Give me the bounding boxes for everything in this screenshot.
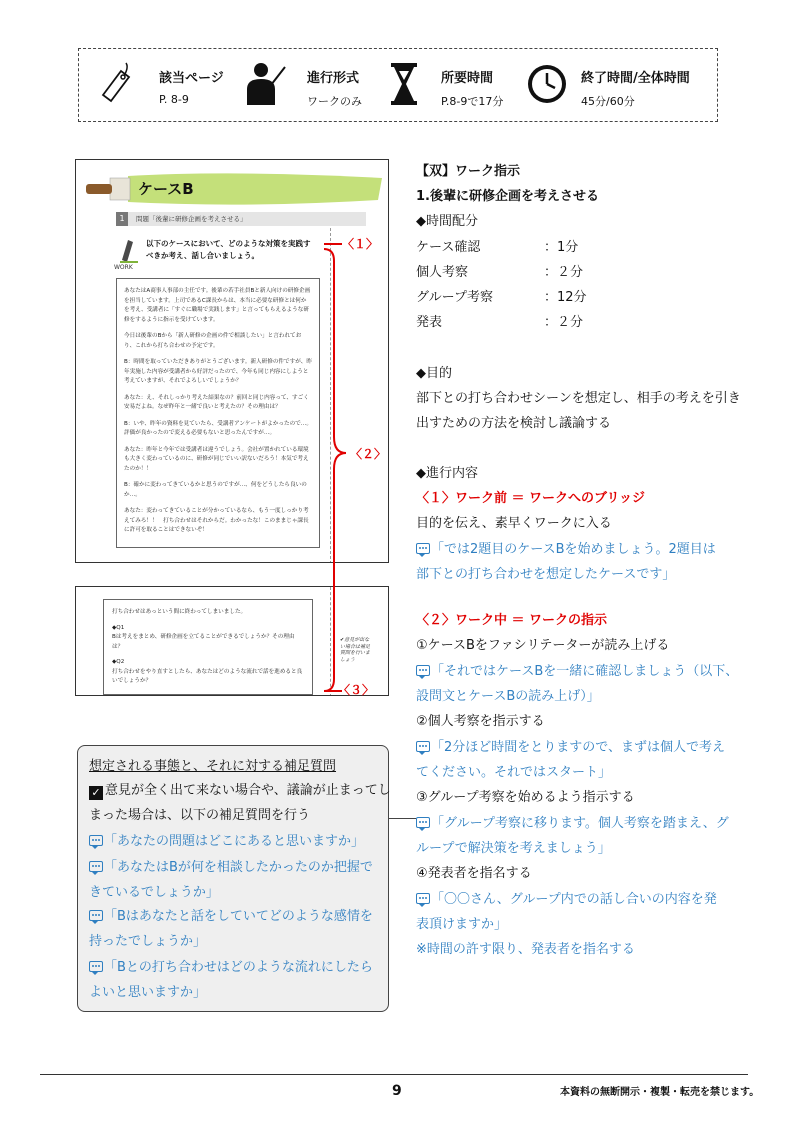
step1-speech-cont: 部下との打ち合わせを想定したケースです」 bbox=[416, 567, 676, 582]
supp-question: 「Bとの打ち合わせはどのような流れにしたら bbox=[89, 960, 373, 976]
supp-intro-cont: まった場合は、以下の補足質問を行う bbox=[89, 808, 311, 823]
time-row: 個人考察 ：２分 bbox=[416, 265, 584, 280]
speech-bubble-icon bbox=[89, 910, 103, 921]
time-row: 発表 ：２分 bbox=[416, 315, 584, 330]
supp-intro: ✓ 意見が全く出て来ない場合や、議論が止まってし bbox=[89, 783, 391, 800]
progress-heading: ◆進行内容 bbox=[416, 466, 478, 481]
speech-bubble-icon bbox=[416, 665, 430, 676]
question-bar: 1 問題「後輩に研修企画を考えさせる」 bbox=[116, 212, 366, 226]
footer-rule bbox=[40, 1074, 748, 1075]
case-text-box: あなたはA商事人事部の主任です。後輩の若手社員Bと新人向けの研修企画を担当しています。上司であるC課長からは、本当に必要な研修とは何かを考え、受講者に「すぐに職場で実践します」と言ってもらえるような研修をするように指示を受けています。 今日は後輩のBから「新人研修の企画の件で相談したい」と言われており、これから打ち合わせの予定です。 B：時間を取っていただきありがとうございます。新人研修の件ですが、昨年実施した内容が受講者から好評だったので、今年も同じ内容にしようと考えていますが、それでよろしいでしょうか？ あなた：え、それしっかり考えた結果なの？前回と同じ内容って、すごく安易だよね。なぜ昨年と一緒で良いと考えたの？その理由は？ B：いや、昨年の資料を見ていたら、受講者アンケートがよかったので…。評価が良かったので変える必要もないと思ったんですが…。 あなた：昨年と今年では受講者は違うでしょう。会社が置かれている環境も大きく変わっているのに、研修が同じでいい訳ないだろう！本気で考えたのか！！ B：確かに変わってきているかと思うのですが…、何をどうしたら良いのか…。 あなた：変わってきていることが分かっているなら、もう一度しっかり考えてみろ！！ 打ち合わせはそれからだ。わかったな！このままじゃ課長に許可を取ることはできないぞ！ bbox=[116, 278, 320, 548]
speech-bubble-icon bbox=[416, 893, 430, 904]
speech-bubble-icon bbox=[89, 861, 103, 872]
step2-d-speech: 「〇〇さん、グループ内での話し合いの内容を発 bbox=[416, 892, 717, 908]
clock-icon bbox=[525, 61, 571, 107]
presenter-icon bbox=[241, 61, 289, 107]
step1-text: 目的を伝え、素早くワークに入る bbox=[416, 516, 612, 531]
marker-1-line bbox=[324, 243, 342, 245]
step2-c-speech-cont: ループで解決策を考えましょう」 bbox=[416, 841, 611, 856]
workbook-thumbnail-case-b: ケースB 1 問題「後輩に研修企画を考えさせる」 WORK 以下のケースにおいて、どのような対策を実践すべきか考え、話し合いましょう。 あなたはA商事人事部の主任です。後輩の若手社員Bと新人向けの研修企画を担当しています。上司であるC課長からは、本当に必要な研修とは何かを考え、受講者に「すぐに職場で実践します」と言ってもらえるような研修をするように指示を受けています。 今日は後輩のBから「新人研修の企画の件で相談したい」と言われており、これから打ち合わせの予定です。 B：時間を取っていただきありがとうございます。新人研修の件ですが、昨年実施した内容が受講者から好評だったので、今年も同じ内容にしようと考えていますが、それでよろしいでしょうか？ あなた：え、それしっかり考えた結果なの？前回と同じ内容って、すごく安易だよね。なぜ昨年と一緒で良いと考えたの？その理由は？ B：いや、昨年の資料を見ていたら、受講者アンケートがよかったので…。評価が良かったので変える必要もないと思ったんですが…。 あなた：昨年と今年では受講者は違うでしょう。会社が置かれている環境も大きく変わっているのに、研修が同じでいい訳ないだろう！本気で考えたのか！！ B：確かに変わってきているかと思うのですが…、何をどうしたら良いのか…。 あなた：変わってきていることが分かっているなら、もう一度しっかり考えてみろ！！ 打ち合わせはそれからだ。わかったな！このままじゃ課長に許可を取ることはできないぞ！ bbox=[75, 159, 389, 563]
speech-bubble-icon bbox=[416, 741, 430, 752]
step2-note: ※時間の許す限り、発表者を指名する bbox=[416, 942, 635, 957]
supp-question-cont: よいと思いますか」 bbox=[89, 985, 207, 1000]
pencil-icon bbox=[118, 236, 140, 264]
time-row: ケース確認 ：1分 bbox=[416, 240, 579, 255]
step2-c: ③グループ考察を始めるよう指示する bbox=[416, 790, 635, 805]
question-text-box: 打ち合わせはあっという間に終わってしまいました。 ◆Q1 Bは考えをまとめ、研修企画を立てることができるでしょうか？その理由は？ ◆Q2 打ち合わせをやり直すとしたら、あなたはどのような流れで話を進めると良いでしょうか？ bbox=[103, 599, 313, 695]
step2-a: ①ケースBをファシリテーターが読み上げる bbox=[416, 638, 670, 653]
supp-question: 「あなたはBが何を相談したかったのか把握で bbox=[89, 860, 373, 876]
work-instruction: 以下のケースにおいて、どのような対策を実践すべきか考え、話し合いましょう。 bbox=[146, 239, 311, 260]
marker-1: 〈１〉 bbox=[342, 237, 379, 251]
marker-2: 〈２〉 bbox=[350, 447, 387, 461]
checkbox-icon: ✓ bbox=[89, 786, 103, 800]
supp-heading: 想定される事態と、それに対する補足質問 bbox=[89, 759, 337, 774]
speech-bubble-icon bbox=[89, 961, 103, 972]
supp-question-cont: きているでしょうか」 bbox=[89, 885, 219, 900]
supplementary-questions-box bbox=[77, 745, 389, 1012]
tag-icon bbox=[93, 61, 139, 107]
step2-b-speech-cont: てください。それではスタート」 bbox=[416, 765, 612, 780]
purpose-text: 部下との打ち合わせシーンを想定し、相手の考えを引き bbox=[416, 391, 741, 406]
paintbrush-banner bbox=[86, 170, 386, 208]
marker-2-brace bbox=[320, 247, 350, 693]
supp-question: 「あなたの問題はどこにあると思いますか」 bbox=[89, 834, 364, 850]
time-row: グループ考察 ：12分 bbox=[416, 290, 587, 305]
supp-question: 「Bはあなたと話をしていてどのような感情を bbox=[89, 909, 373, 925]
step2-b: ②個人考察を指示する bbox=[416, 714, 545, 729]
step2-c-speech: 「グループ考察に移ります。個人考察を踏まえ、グ bbox=[416, 816, 729, 832]
speech-bubble-icon bbox=[89, 835, 103, 846]
step2-b-speech: 「2分ほど時間をとりますので、まずは個人で考え bbox=[416, 740, 725, 756]
copyright-notice: 本資料の無断開示・複製・転売を禁じます。 bbox=[560, 1087, 760, 1098]
connector-line bbox=[389, 818, 416, 819]
info-box: 該当ページ P. 8-9 進行形式 ワークのみ 所要時間 P.8-9で17分 終了時間/全体時間 45分/60分 bbox=[78, 48, 718, 122]
purpose-heading: ◆目的 bbox=[416, 366, 452, 381]
purpose-text: 出すための方法を検討し議論する bbox=[416, 416, 612, 431]
case-b-title: ケースB bbox=[138, 180, 194, 198]
speech-bubble-icon bbox=[416, 817, 430, 828]
step1-speech: 「では2題目のケースBを始めましょう。2題目は bbox=[416, 542, 716, 558]
step2-heading: 〈２〉ワーク中 ＝ ワークの指示 bbox=[416, 613, 608, 628]
time-heading: ◆時間配分 bbox=[416, 214, 478, 229]
speech-bubble-icon bbox=[416, 543, 430, 554]
step1-heading: 〈１〉ワーク前 ＝ ワークへのブリッジ bbox=[416, 491, 646, 506]
step2-d: ④発表者を指名する bbox=[416, 866, 532, 881]
side-note: ✔意見が出ない場合は補足質問を行いましょう bbox=[340, 637, 371, 663]
hourglass-icon bbox=[389, 61, 419, 107]
step2-a-speech-cont: 設問文とケースBの読み上げ）」 bbox=[416, 689, 600, 704]
step2-a-speech: 「それではケースBを一緒に確認しましょう（以下、 bbox=[416, 664, 738, 680]
work-title: 【双】ワーク指示 bbox=[416, 164, 521, 179]
page-number: 9 bbox=[392, 1083, 402, 1099]
step2-d-speech-cont: 表頂けますか」 bbox=[416, 917, 508, 932]
marker-3: 〈３〉 bbox=[338, 683, 375, 697]
work-subtitle: 1.後輩に研修企画を考えさせる bbox=[416, 189, 599, 204]
supp-question-cont: 持ったでしょうか」 bbox=[89, 934, 207, 949]
